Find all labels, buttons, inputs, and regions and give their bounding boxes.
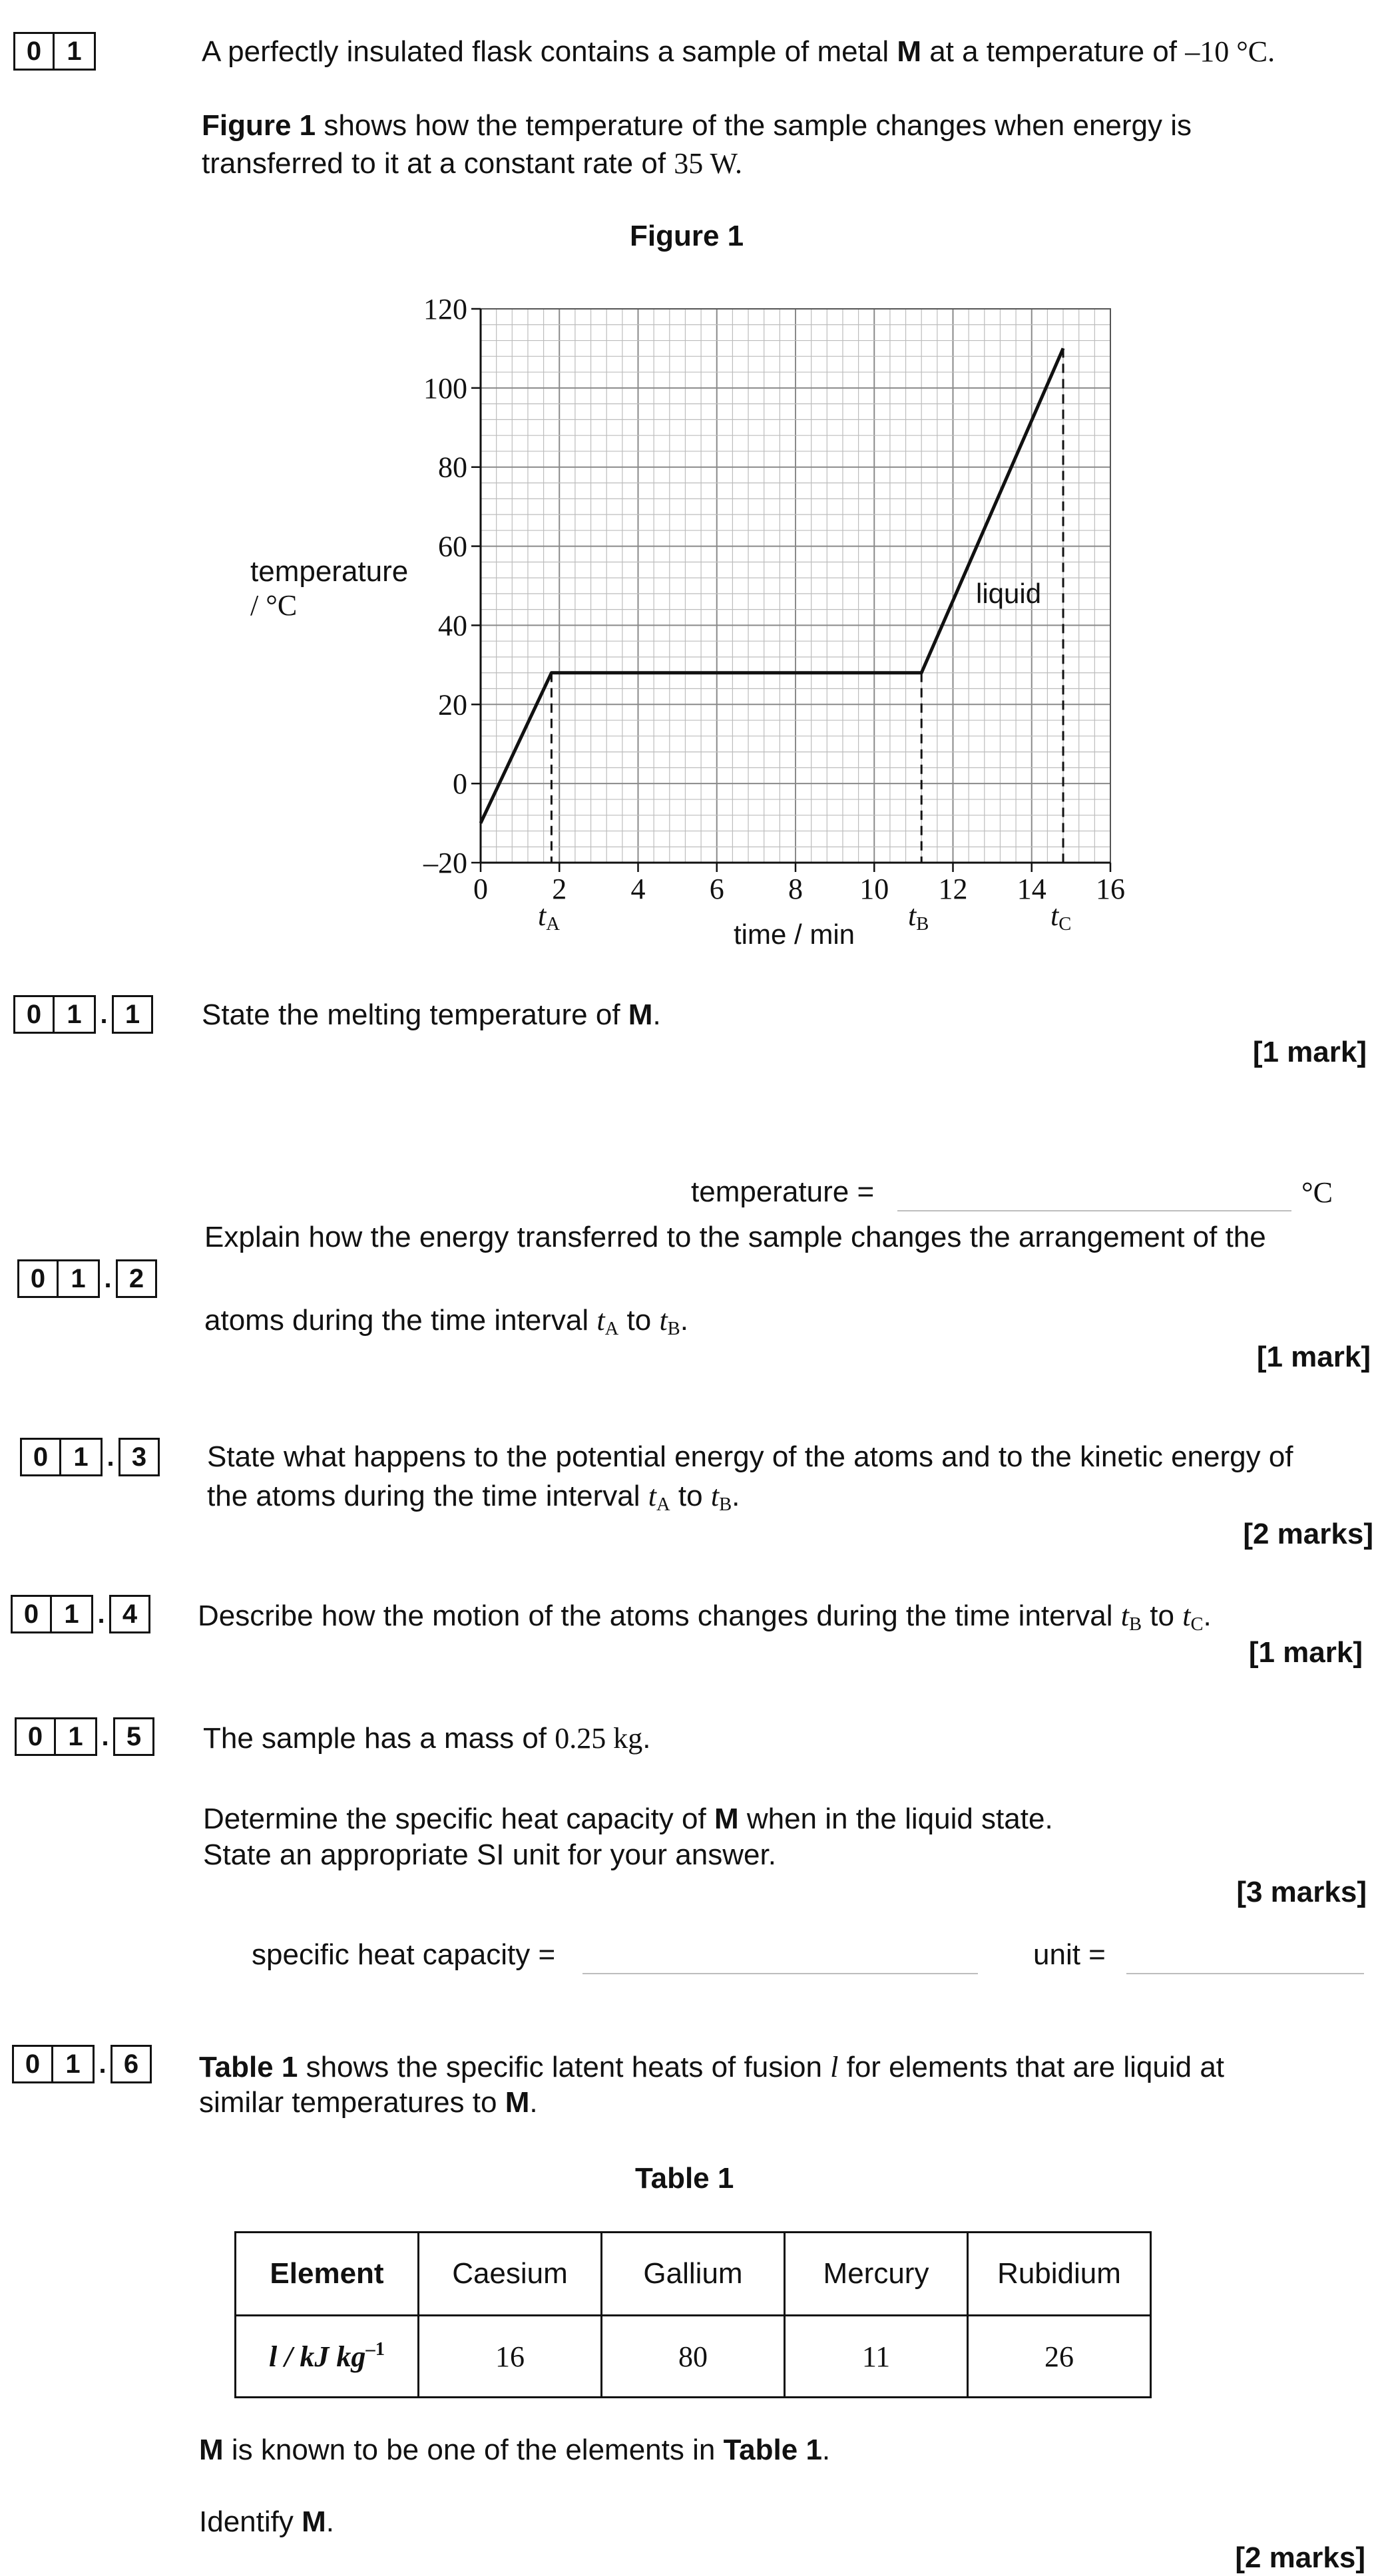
question-number-01-5 [15, 1717, 154, 1756]
x-tick-label: 12 [938, 873, 968, 905]
text: t [596, 1304, 605, 1337]
text: M [628, 998, 653, 1031]
text: C [1190, 1614, 1204, 1635]
text: . [326, 2505, 334, 2538]
text: shows the specific latent heats of fusion [298, 2051, 831, 2083]
y-tick-label: 60 [438, 530, 467, 563]
text: A perfectly insulated flask contains a sample of metal [202, 35, 897, 68]
table-cell-value: 26 [968, 2316, 1151, 2398]
text: –10 °C. [1185, 35, 1275, 68]
text: transferred to it at a constant rate of [202, 147, 674, 180]
y-tick-label: 0 [453, 767, 467, 801]
question-number-01-3 [20, 1438, 160, 1476]
q01-5-line3: State an appropriate SI unit for your answer. [203, 1838, 776, 1871]
qnum-digit: 0 [12, 2045, 53, 2083]
x-tick-label: 10 [859, 873, 889, 905]
text: shows how the temperature of the sample changes when energy is [316, 109, 1192, 142]
text: State the melting temperature of [202, 998, 628, 1031]
qnum-digit: 6 [111, 2045, 152, 2083]
text: when in the liquid state. [738, 1803, 1053, 1835]
text: . [732, 1480, 740, 1512]
text: temperature [250, 555, 409, 588]
qnum-digit: 2 [116, 1259, 157, 1298]
x-axis-label: time / min [734, 919, 855, 950]
y-tick-label: 40 [438, 609, 467, 642]
text: B [667, 1319, 680, 1340]
text: l / kJ kg [268, 2340, 366, 2374]
q01-1-answer-label: temperature = [691, 1176, 875, 1208]
text: C [1058, 914, 1072, 935]
x-tick-label: 16 [1096, 873, 1125, 905]
table-cell-value: 16 [419, 2316, 602, 2398]
text: A [604, 1319, 619, 1340]
text: Figure 1 [202, 109, 316, 142]
q01-3-line1: State what happens to the potential energy of the atoms and to the kinetic energy of [207, 1440, 1293, 1473]
qnum-digit: 1 [55, 995, 96, 1034]
text: 35 W. [674, 147, 742, 180]
text: B [719, 1494, 732, 1516]
q01-3-line2 [207, 1479, 740, 1516]
qnum-digit: 0 [13, 32, 55, 71]
qnum-digit: 5 [113, 1717, 154, 1756]
qnum-digit: 0 [17, 1259, 59, 1298]
question-number-01-1 [13, 995, 153, 1034]
qnum-digit: 0 [13, 995, 55, 1034]
figure-1-chart [0, 0, 1380, 972]
text: M [199, 2434, 224, 2466]
x-tick-label: 2 [552, 873, 567, 905]
q01-4-marks: [1 mark] [1248, 1636, 1363, 1669]
qnum-dot: . [101, 1721, 109, 1751]
qnum-dot: . [104, 1263, 112, 1293]
q01-5-unit-label: unit = [1033, 1938, 1106, 1971]
q01-2-marks: [1 mark] [1256, 1341, 1371, 1373]
text: t [648, 1480, 657, 1512]
q01-2-line2 [204, 1303, 688, 1340]
text: t [908, 899, 917, 932]
y-tick-label: 100 [423, 371, 467, 405]
y-tick-label: 80 [438, 451, 467, 484]
text: atoms during the time interval [204, 1304, 597, 1337]
table-cell-element: Mercury [785, 2233, 968, 2316]
q01-1-text [202, 998, 661, 1032]
question-number-01-6 [12, 2045, 152, 2083]
qnum-digit: 1 [52, 1595, 93, 1633]
table-row-label [236, 2316, 419, 2398]
text: to [670, 1480, 711, 1512]
qnum-digit: 0 [11, 1595, 52, 1633]
table-cell-value: 11 [785, 2316, 968, 2398]
text: Describe how the motion of the atoms changes during the time interval [198, 1600, 1121, 1632]
q01-1-answer-unit: °C [1301, 1176, 1333, 1209]
q01-6-line1 [199, 2050, 1224, 2084]
text: Table 1 [199, 2051, 298, 2083]
q01-4-line1 [198, 1599, 1212, 1635]
table-header-element: Element [236, 2233, 419, 2316]
text: B [1128, 1614, 1142, 1635]
y-axis-label [250, 555, 408, 622]
q01-5-answer-line[interactable] [582, 1973, 978, 1974]
liquid-label: liquid [976, 578, 1042, 609]
text: l [830, 2051, 839, 2083]
question-number-01-4 [11, 1595, 150, 1633]
q01-5-marks: [3 marks] [1236, 1876, 1367, 1908]
text: for elements that are liquid at [838, 2051, 1225, 2083]
text: –1 [365, 2338, 385, 2360]
table-cell-value: 80 [602, 2316, 785, 2398]
text: at a temperature of [921, 35, 1186, 68]
text: . [529, 2086, 538, 2119]
text: B [916, 914, 929, 935]
qnum-digit: 3 [118, 1438, 160, 1476]
qnum-digit: 1 [61, 1438, 103, 1476]
qnum-digit: 1 [112, 995, 153, 1034]
text: M [302, 2505, 326, 2538]
q01-3-marks: [2 marks] [1243, 1518, 1373, 1550]
text: The sample has a mass of [203, 1722, 555, 1755]
table-header-row [236, 2233, 1151, 2316]
text: t [538, 899, 547, 932]
text: M [714, 1803, 739, 1835]
text: t [1182, 1600, 1191, 1632]
table-1 [234, 2231, 1152, 2398]
qnum-digit: 1 [56, 1717, 97, 1756]
text: . [680, 1304, 688, 1337]
t-b-label [908, 899, 929, 935]
table-value-row [236, 2316, 1151, 2398]
qnum-dot: . [107, 1442, 115, 1472]
x-tick-label: 14 [1017, 873, 1046, 905]
qnum-digit: 1 [55, 32, 96, 71]
text: M [505, 2086, 530, 2119]
t-a-label [538, 899, 560, 935]
qnum-dot: . [100, 999, 108, 1029]
q01-6-marks: [2 marks] [1235, 2541, 1365, 2574]
q01-5-line1 [203, 1721, 650, 1755]
text: t [1120, 1600, 1129, 1632]
text: Table 1 [723, 2434, 822, 2466]
table-cell-element: Rubidium [968, 2233, 1151, 2316]
question-number-01-2 [17, 1259, 157, 1298]
text: t [710, 1480, 720, 1512]
q01-2-line1: Explain how the energy transferred to the sample changes the arrangement of the [204, 1221, 1266, 1253]
q01-6-line3 [199, 2434, 830, 2467]
table-cell-element: Gallium [602, 2233, 785, 2316]
text: t [659, 1304, 668, 1337]
q01-6-line4 [199, 2505, 334, 2539]
text: the atoms during the time interval [207, 1480, 648, 1512]
text: to [618, 1304, 660, 1337]
x-tick-label: 4 [630, 873, 646, 905]
text: similar temperatures to [199, 2086, 505, 2119]
y-tick-label: 120 [423, 293, 467, 325]
text: Determine the specific heat capacity of [203, 1803, 714, 1835]
qnum-digit: 0 [20, 1438, 61, 1476]
text: / °C [250, 589, 298, 622]
q01-5-answer-label: specific heat capacity = [252, 1938, 556, 1971]
qnum-digit: 1 [59, 1259, 100, 1298]
text: t [1050, 899, 1059, 932]
text: . [642, 1722, 651, 1755]
q01-1-answer-line[interactable] [897, 1210, 1291, 1211]
q01-5-line2 [203, 1803, 1053, 1836]
text: . [1203, 1600, 1212, 1632]
t-c-label [1050, 899, 1071, 935]
y-tick-label: –20 [423, 847, 467, 879]
text: . [821, 2434, 831, 2466]
qnum-digit: 1 [53, 2045, 95, 2083]
text: A [546, 914, 560, 935]
text: A [656, 1494, 670, 1516]
text: is known to be one of the elements in [223, 2434, 724, 2466]
x-tick-label: 8 [788, 873, 803, 905]
qnum-digit: 4 [109, 1595, 150, 1633]
x-tick-label: 0 [473, 873, 488, 905]
figure-caption: Figure 1 [630, 220, 744, 252]
qnum-dot: . [99, 2049, 107, 2079]
x-tick-label: 6 [709, 873, 724, 905]
table-caption: Table 1 [635, 2162, 734, 2195]
qnum-digit: 0 [15, 1717, 56, 1756]
text: Identify [199, 2505, 302, 2538]
text: to [1142, 1600, 1183, 1632]
q01-1-marks: [1 mark] [1252, 1036, 1367, 1068]
q01-5-unit-line[interactable] [1126, 1973, 1364, 1974]
table-cell-element: Caesium [419, 2233, 602, 2316]
text: . [652, 998, 661, 1031]
text: 0.25 kg [555, 1722, 643, 1755]
qnum-dot: . [97, 1599, 105, 1629]
q01-6-line2 [199, 2086, 538, 2119]
y-tick-label: 20 [438, 688, 467, 722]
text: M [897, 35, 921, 68]
